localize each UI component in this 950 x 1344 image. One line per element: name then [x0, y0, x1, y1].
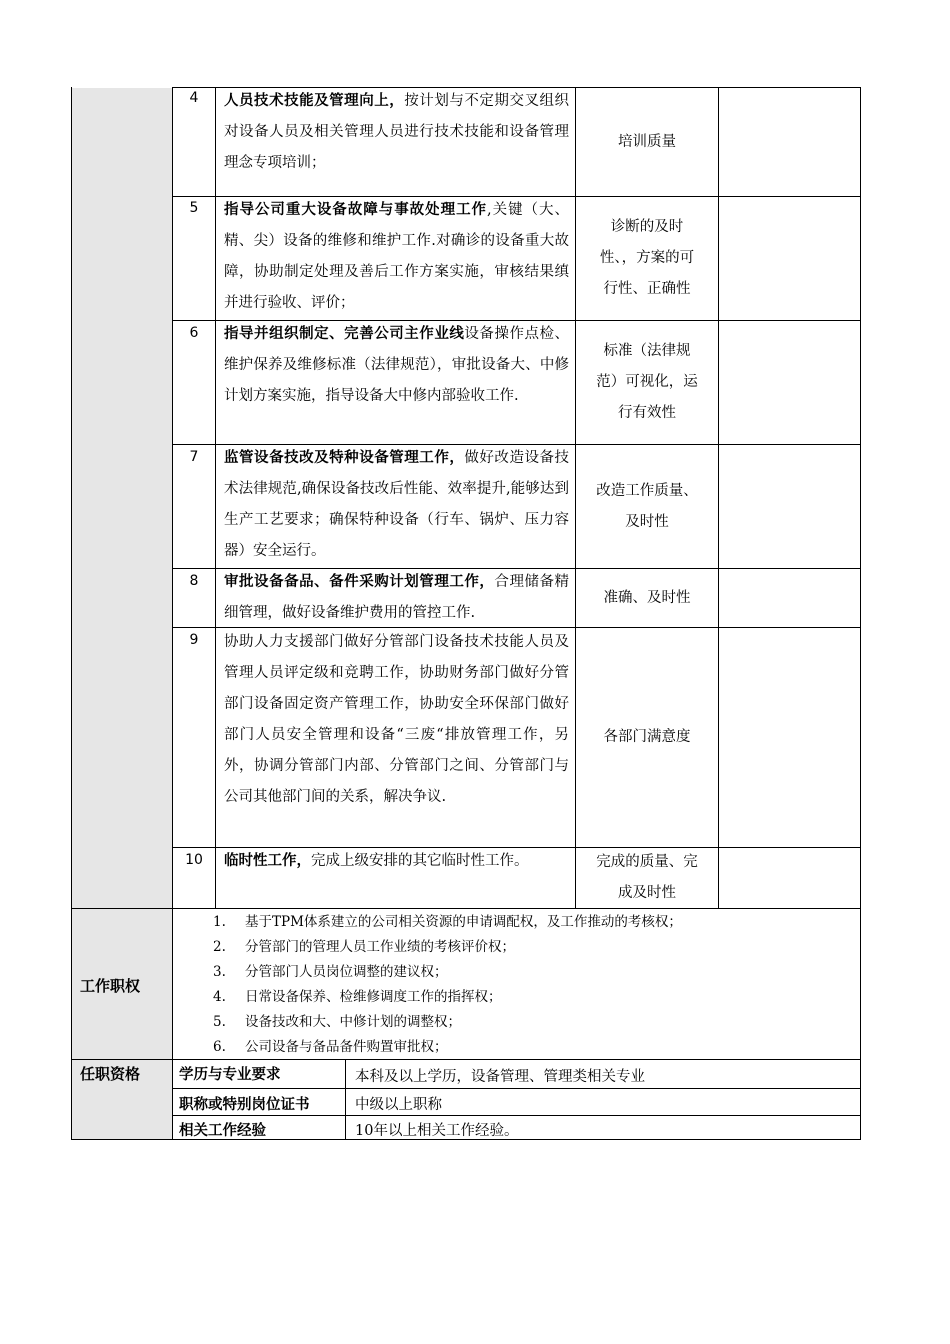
standard-line: 改造工作质量、	[596, 482, 698, 499]
standard-line: 准确、及时性	[603, 589, 691, 606]
task-number: 7	[189, 449, 199, 465]
standard-line: 性、，方案的可	[599, 250, 695, 266]
task-text: 完成上级安排的其它临时性工作。	[311, 853, 529, 869]
qualification-key: 职称或特别岗位证书	[179, 1097, 310, 1113]
standard-line: 范）可视化，运	[596, 374, 698, 390]
task-title: 人员技术技能及管理向上，	[224, 93, 405, 109]
task-title: 审批设备备品、备件采购计划管理工作，	[224, 574, 495, 590]
task-title: 指导并组织制定、完善公司主作业线	[224, 326, 465, 342]
task-standard	[576, 628, 718, 847]
standard-line: 成及时性	[618, 885, 676, 901]
qualification-value: 本科及以上学历，设备管理、管理类相关专业	[355, 1069, 645, 1085]
task-text: 做好改造设备技术法律规范,确保设备技改后性能、效率提升,能够达到生产工艺要求；确保特种设备（行车、锅炉、压力容器）安全运行。	[224, 450, 570, 559]
list-item: 6. 公司设备与备品备件购置审批权；	[213, 1039, 448, 1055]
task-text: 合理储备精细管理，做好设备维护费用的管控工作.	[224, 574, 570, 621]
task-description	[216, 627, 575, 847]
qualification-key: 相关工作经验	[179, 1123, 266, 1139]
standard-line: 及时性	[625, 513, 669, 530]
task-description	[216, 846, 575, 908]
task-text: 协助人力支援部门做好分管部门设备技术技能人员及管理人员评定级和竞聘工作，协助财务部门做好分管部门设备固定资产管理工作，协助安全环保部门做好部门人员安全管理和设备“三废“排放管理工作，另外，协调分管部门内部、分管部门之间、分管部门与公司其他部门间的关系，解决争议.	[224, 634, 569, 805]
standard-line: 各部门满意度	[603, 729, 691, 745]
rule	[172, 1115, 861, 1116]
standard-line: 完成的质量、完	[596, 854, 698, 870]
standard-line: 标准（法律规	[603, 343, 691, 359]
task-standard	[576, 569, 718, 627]
task-description	[216, 567, 575, 627]
qualification-value: 中级以上职称	[355, 1097, 442, 1113]
task-standard	[576, 197, 718, 320]
task-number: 6	[189, 325, 199, 341]
task-number: 10	[185, 852, 203, 868]
list-item: 3. 分管部门人员岗位调整的建议权；	[213, 964, 448, 980]
rule	[718, 87, 719, 909]
rule	[345, 1059, 346, 1140]
standard-line: 行有效性	[618, 405, 676, 421]
rule	[172, 87, 173, 1140]
task-text: ,关键（大、精、尖）设备的维修和维护工作.对确诊的设备重大故障，协助制定处理及善后工作方案实施，审核结果缜并进行验收、评价；	[224, 202, 570, 311]
task-description	[216, 195, 575, 320]
list-item: 1. 基于TPM体系建立的公司相关资源的申请调配权，及工作推动的考核权；	[213, 914, 682, 930]
task-title: 监管设备技改及特种设备管理工作，	[224, 450, 465, 466]
task-standard	[576, 321, 718, 444]
list-item: 5. 设备技改和大、中修计划的调整权；	[213, 1014, 461, 1030]
task-standard	[576, 88, 718, 196]
qualification-key: 学历与专业要求	[179, 1067, 281, 1083]
task-description	[216, 319, 575, 444]
task-number: 4	[189, 90, 199, 106]
task-standard	[576, 848, 718, 908]
authority-list	[213, 910, 682, 1060]
task-number: 5	[189, 200, 199, 216]
task-text: 设备操作点检、维护保养及维修标准（法律规范），审批设备大、中修计划方案实施，指导设备大中修内部验收工作.	[224, 326, 570, 404]
rule	[172, 1088, 861, 1089]
qualification-label: 任职资格	[80, 1065, 141, 1083]
task-text: 按计划与不定期交叉组织对设备人员及相关管理人员进行技术技能和设备管理理念专项培训；	[224, 93, 570, 171]
list-item: 2. 分管部门的管理人员工作业绩的考核评价权；	[213, 939, 515, 955]
standard-line: 培训质量	[618, 133, 676, 150]
task-title: 临时性工作，	[224, 853, 311, 869]
task-number: 8	[189, 573, 199, 589]
task-standard	[576, 445, 718, 568]
standard-line: 行性、正确性	[603, 281, 691, 297]
task-number: 9	[189, 632, 199, 648]
authority-label: 工作职权	[80, 977, 141, 995]
task-title: 指导公司重大设备故障与事故处理工作	[224, 202, 488, 218]
qualification-value: 10年以上相关工作经验。	[355, 1123, 519, 1139]
task-description	[216, 86, 575, 196]
standard-line: 诊断的及时	[610, 219, 684, 235]
rule	[71, 908, 861, 909]
list-item: 4. 日常设备保养、检维修调度工作的指挥权；	[213, 989, 502, 1005]
task-description	[216, 443, 575, 568]
